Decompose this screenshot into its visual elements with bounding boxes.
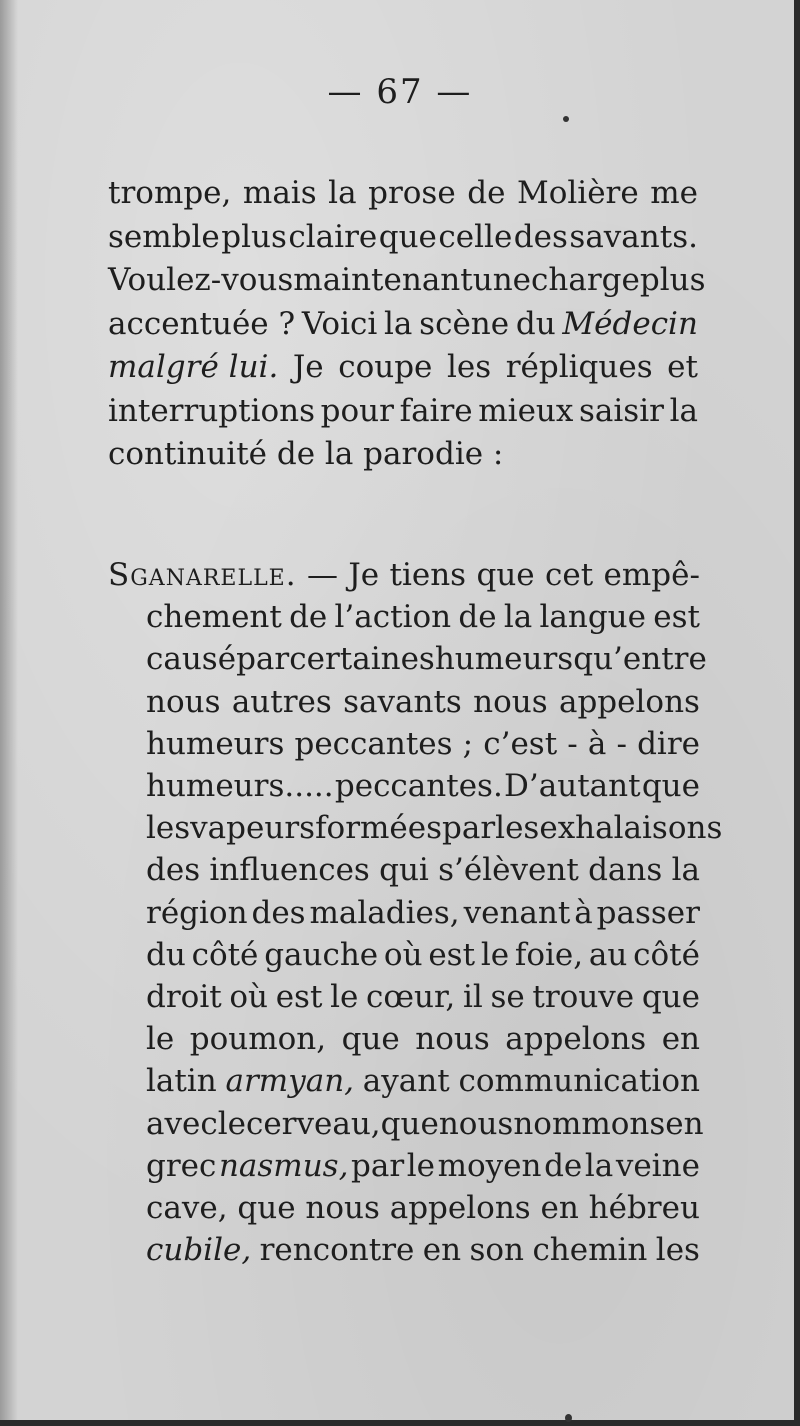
word: Je <box>292 349 324 385</box>
scan-border-right <box>794 0 800 1426</box>
word: semble <box>108 218 220 255</box>
word: malgré lui. <box>108 349 279 385</box>
word: mais <box>242 175 317 211</box>
page-number: — 67 — <box>327 72 473 112</box>
word: du <box>515 305 556 342</box>
text-line <box>108 303 698 347</box>
word: plus <box>639 262 706 298</box>
word: plus <box>221 218 287 255</box>
speech-line: cave, que nous appelons en hébreu <box>146 1190 700 1227</box>
word: que <box>378 218 437 255</box>
word: accentuée ? <box>108 305 296 342</box>
word: interruptions <box>108 392 316 429</box>
word: celle <box>438 218 513 255</box>
word: la <box>328 175 357 211</box>
speech-line: les vapeurs formées par les exhalaisons <box>146 810 723 847</box>
speech-line: avec le cerveau, que nous nommons en <box>146 1105 704 1142</box>
word: pour <box>320 392 394 429</box>
word: claire <box>288 218 378 255</box>
text-line <box>108 433 698 477</box>
ink-speck <box>563 116 569 122</box>
word: une <box>472 262 532 298</box>
text-line <box>108 346 698 390</box>
page-shadow-left <box>0 0 18 1426</box>
sganarelle-speech <box>108 554 723 1271</box>
word: mieux <box>478 392 574 429</box>
word: trompe, <box>108 175 232 211</box>
word: prose <box>368 175 456 211</box>
word: et <box>667 349 698 385</box>
ink-speck <box>565 1414 572 1422</box>
word: me <box>650 175 698 211</box>
word: la <box>669 392 698 429</box>
speech-line: droit où est le cœur, il se trouve que <box>146 979 700 1016</box>
word: maintenant <box>293 262 473 298</box>
speech-line: du côté gauche où est le foie, au côté <box>146 936 700 973</box>
word: les <box>446 349 492 385</box>
word: Voici <box>301 305 378 342</box>
speech-line: causé par certaines humeurs qu’entre <box>146 641 707 678</box>
word: la <box>384 305 413 342</box>
text-line <box>108 216 698 260</box>
word: Médecin <box>562 305 698 342</box>
word: continuité de la parodie : <box>108 436 504 472</box>
word: savants. <box>569 218 698 255</box>
speech-line: chement de l’action de la langue est <box>146 599 700 636</box>
word: des <box>513 218 568 255</box>
word: Je <box>348 557 380 593</box>
speech-line: latin armyan, ayant communication <box>146 1063 700 1100</box>
intro-paragraph <box>108 172 706 477</box>
word: saisir <box>579 392 664 429</box>
word: — <box>306 557 338 593</box>
word: coupe <box>338 349 433 385</box>
text-line <box>108 390 698 434</box>
speech-line: le poumon, que nous appelons en <box>146 1021 700 1058</box>
word: de <box>467 175 506 211</box>
word: empê- <box>603 557 700 593</box>
speech-line: humeurs peccantes ; c’est - à - dire <box>146 725 700 762</box>
text-line <box>108 259 706 303</box>
word: scène <box>419 305 510 342</box>
speech-first-line <box>108 554 700 596</box>
word: charge <box>531 262 640 298</box>
speech-line: humeurs..... peccantes. D’autant que <box>146 768 700 805</box>
speech-line: cubile, rencontre en son chemin les <box>146 1232 700 1269</box>
text-line <box>108 172 698 216</box>
speech-line: grec nasmus, par le moyen de la veine <box>146 1147 700 1184</box>
scan-border-bottom <box>0 1420 800 1426</box>
word: tiens <box>389 557 467 593</box>
word: répliques <box>505 349 653 385</box>
word: Voulez-vous <box>108 262 294 298</box>
speech-line: région des maladies, venant à passer <box>146 894 700 931</box>
speaker-name: Sganarelle. <box>108 557 297 593</box>
word: que <box>476 557 535 593</box>
speech-line: nous autres savants nous appelons <box>146 683 700 720</box>
word: faire <box>399 392 473 429</box>
word: Molière <box>516 175 639 211</box>
word: cet <box>545 557 594 593</box>
speech-line: des influences qui s’élèvent dans la <box>146 852 700 889</box>
